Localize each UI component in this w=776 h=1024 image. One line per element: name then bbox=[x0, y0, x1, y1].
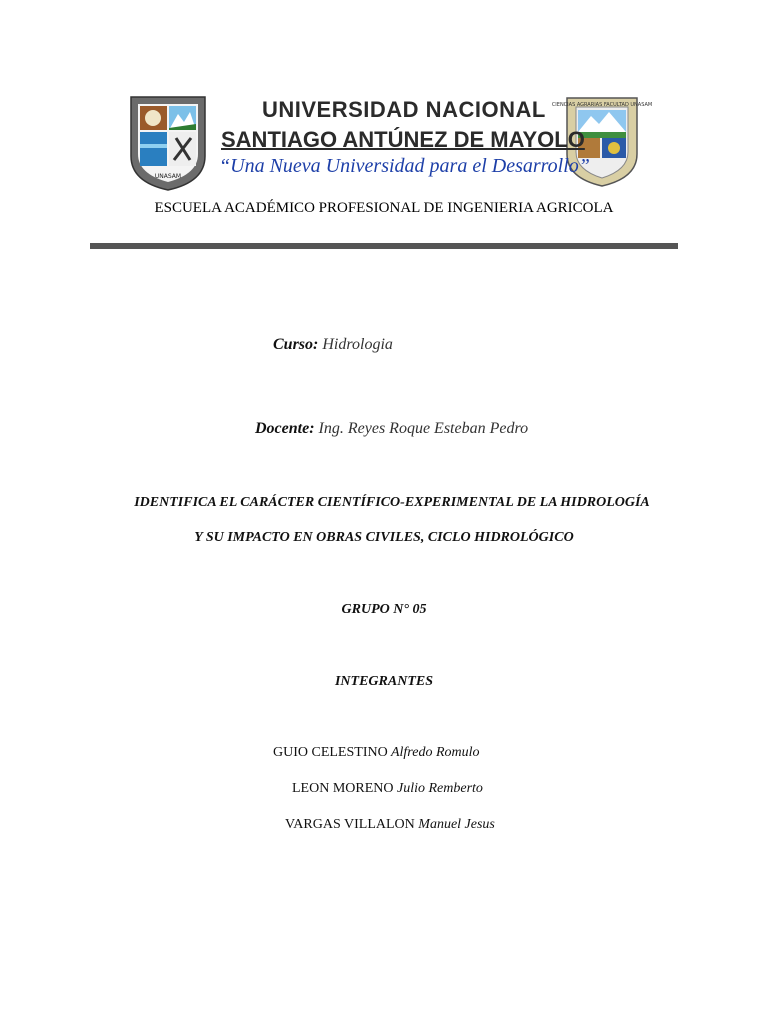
document-title-line2: Y SU IMPACTO EN OBRAS CIVILES, CICLO HIDROLÓGICO bbox=[194, 530, 574, 545]
member-item bbox=[285, 817, 495, 833]
members-heading: INTEGRANTES bbox=[334, 674, 434, 689]
course-field bbox=[273, 336, 393, 354]
member-given-name: Alfredo Romulo bbox=[390, 745, 480, 760]
course-value: Hidrologia bbox=[322, 336, 393, 353]
university-name: UNIVERSIDAD NACIONAL bbox=[262, 97, 546, 122]
course-label: Curso: bbox=[273, 336, 319, 353]
member-item bbox=[292, 781, 483, 797]
document-title-line1: IDENTIFICA EL CARÁCTER CIENTÍFICO-EXPERIMENTAL DE LA HIDROLOGÍA bbox=[134, 495, 650, 510]
teacher-value: Ing. Reyes Roque Esteban Pedro bbox=[318, 420, 529, 437]
member-surname: VARGAS VILLALON bbox=[285, 817, 415, 832]
school-name: ESCUELA ACADÉMICO PROFESIONAL DE INGENIERIA AGRICOLA bbox=[154, 200, 614, 216]
university-subname: SANTIAGO ANTÚNEZ DE MAYOLO bbox=[221, 127, 585, 152]
member-item bbox=[273, 745, 480, 761]
university-motto: “Una Nueva Universidad para el Desarrollo” bbox=[219, 155, 590, 177]
member-given-name: Julio Remberto bbox=[397, 781, 483, 796]
header-divider bbox=[90, 243, 678, 249]
left-logo-text: UNASAM bbox=[154, 173, 182, 180]
member-surname: GUIO CELESTINO bbox=[273, 745, 388, 760]
teacher-field bbox=[255, 420, 528, 438]
right-logo-text: CIENCIAS AGRARIAS FACULTAD UNASAM bbox=[551, 102, 653, 108]
member-given-name: Manuel Jesus bbox=[418, 817, 495, 832]
unasam-crest-icon bbox=[128, 94, 208, 192]
group-number: GRUPO N° 05 bbox=[341, 602, 427, 617]
member-surname: LEON MORENO bbox=[292, 781, 394, 796]
teacher-label: Docente: bbox=[255, 420, 315, 437]
